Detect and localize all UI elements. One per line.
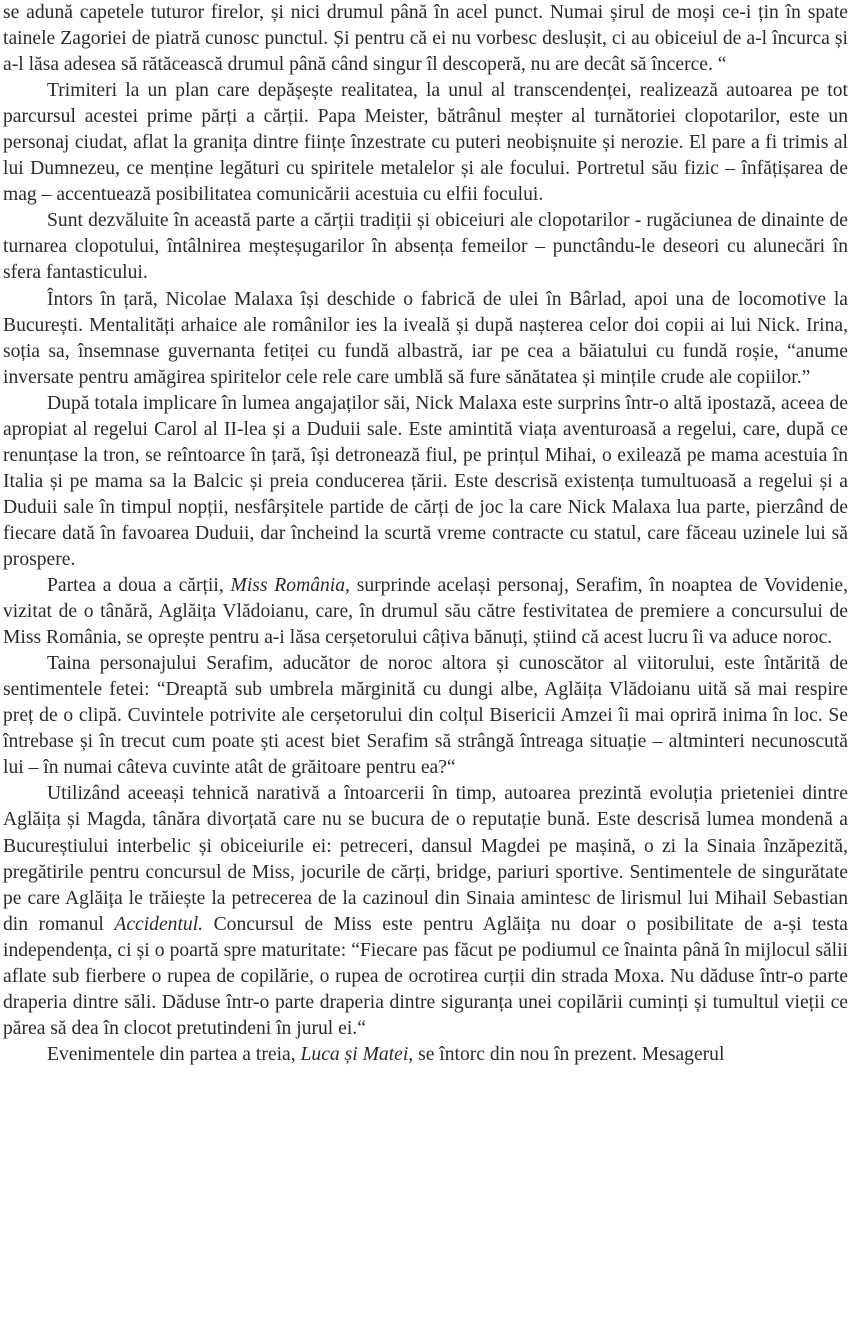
paragraph (3, 573, 848, 651)
paragraph (3, 78, 848, 208)
paragraph (3, 651, 848, 781)
novel-title: Accidentul. (114, 913, 204, 935)
paragraph (3, 0, 848, 78)
paragraph-text: Întors în țară, Nicolae Malaxa își deschide o fabrică de ulei în Bârlad, apoi una de locomotive la București. Mentalități arhaice ale românilor ies la iveală și după nașterea celor doi copii ai lui Nick. Irina, soția sa, însemnase guvernanta fetiței cu fundă albastră, iar pe cea a băiatului cu fundă roșie, “anume inversate pentru amăgirea spiritelor cele rele care umblă să fure sănătatea și mințile crude ale copiilor.” (3, 288, 848, 388)
paragraph (3, 208, 848, 286)
paragraph-text: Taina personajului Serafim, aducător de noroc altora și cunoscător al viitorului, este întărită de sentimentele fetei: “Dreaptă sub umbrela mărginită cu dungi albe, Aglăița Vlădoianu uită să mai respire preț de o clipă. Cuvintele potrivite ale cerșetorului din colțul Bisericii Amzei îi mai opriră inima în loc. Se întrebase și în trecut cum poate ști acest biet Serafim să strângă întreaga situație – altminteri necunoscută lui – în numai câteva cuvinte atât de grăitoare pentru ea?“ (3, 653, 848, 779)
paragraph (3, 1042, 848, 1068)
paragraph-text: Evenimentele din partea a treia, (47, 1043, 301, 1065)
paragraph-text: Concursul de Miss este pentru Aglăița nu doar o posibilitate de a-și testa independența, ci și o poartă spre maturitate: “Fiecare pas făcut pe podiumul ce înainta până în mijlocul sălii aflate sub fierbere o rupea de copilărie, o rupea de ocrotirea curții din strada Moxa. Nu dăduse într-o parte draperia dintre săli. Dăduse într-o parte draperia dintre siguranța unei copilării cuminți și tumultul vieții ce părea să dea în clocot pretutindeni în jurul ei.“ (3, 913, 848, 1039)
paragraph-text: Trimiteri la un plan care depășește realitatea, la unul al transcendenței, realizează autoarea pe tot parcursul acestei prime părți a cărții. Papa Meister, bătrânul meșter al turnătoriei clopotarilor, este un personaj ciudat, aflat la granița dintre ființe înzestrate cu puteri neobișnuite și nerozie. El pare a fi trimis al lui Dumnezeu, ce menține legături cu spiritele metalelor și ale focului. Portretul său fizic – înfățișarea de mag – accentuează posibilitatea comunicării acestuia cu elfii focului. (3, 80, 848, 206)
paragraph-text: Utilizând aceeași tehnică narativă a întoarcerii în timp, autoarea prezintă evoluția prieteniei dintre Aglăița și Magda, tânăra divorțată care nu se bucura de o reputație bună. Este descrisă lumea mondenă a Bucureștiului interbelic și obiceiurile ei: petreceri, dansul Magdei pe mașină, o zi la Sinaia înzăpezită, pregătirile pentru concursul de Miss, jocurile de cărți, bridge, pariuri sportive. Sentimentele de singurătate pe care Aglăița le trăiește la petrecerea de la cazinoul din Sinaia amintesc de lirismul lui Mihail Sebastian din romanul (3, 783, 848, 935)
paragraph-text: Partea a doua a cărții, (47, 575, 231, 597)
paragraph-text: se întorc din nou în prezent. Mesagerul (413, 1043, 725, 1065)
book-part-title: Luca și Matei, (300, 1043, 414, 1065)
paragraph-text: surprinde același personaj, Serafim, în noaptea de Vovidenie, vizitat de o tânără, Aglăița Vlădoianu, care, în drumul său către festivitatea de premiere a concursului de Miss România, se oprește pentru a-i lăsa cerșetorului câțiva bănuți, știind că acest lucru îi va aduce noroc. (3, 575, 848, 649)
paragraph (3, 391, 848, 573)
document-page (3, 0, 848, 1320)
book-part-title: Miss România, (230, 575, 350, 597)
paragraph (3, 781, 848, 1041)
paragraph-text: După totala implicare în lumea angajaților săi, Nick Malaxa este surprins într-o altă ipostază, aceea de apropiat al regelui Carol al II-lea și a Duduii sale. Este amintită viața aventuroasă a regelui, care, după ce renunțase la tron, se reîntoarce în țară, își detronează fiul, pe prințul Mihai, o exilează pe mama acestuia în Italia și pe mama sa la Balcic și preia conducerea țării. Este descrisă existența tumultuoasă a regelui și a Duduii sale în timpul nopții, nesfârșitele partide de cărți de joc la care Nick Malaxa lua parte, pierzând de fiecare dată în favoarea Duduii, dar încheind la scurtă vreme contracte cu statul, care făceau uzinele lui să prospere. (3, 392, 848, 570)
paragraph (3, 287, 848, 391)
paragraph-text: se adună capetele tuturor firelor, și nici drumul până în acel punct. Numai șirul de moși ce-i țin în spate tainele Zagoriei de piatră cunosc punctul. Și pentru că ei nu vorbesc deslușit, ci au obiceiul de a-l încurca și a-l lăsa adesea să rătăcească drumul până când singur îl descoperă, nu are decât să încerce. “ (3, 2, 848, 76)
paragraph-text: Sunt dezvăluite în această parte a cărții tradiții și obiceiuri ale clopotarilor - rugăciunea de dinainte de turnarea clopotului, întâlnirea meșteșugarilor în absența femeilor – punctându-le deseori cu alunecări în sfera fantasticului. (3, 210, 848, 284)
